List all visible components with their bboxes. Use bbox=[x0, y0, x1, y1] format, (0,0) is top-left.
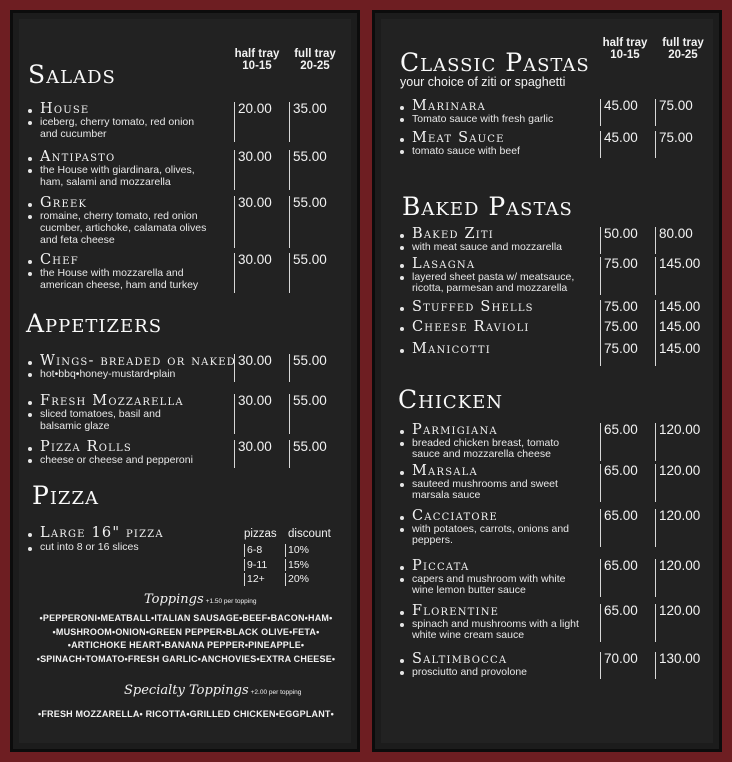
full-tray-price: 120.00 bbox=[655, 604, 700, 642]
item-description: peppers. bbox=[412, 534, 453, 546]
menu-item bbox=[28, 394, 339, 434]
half-tray-price: 75.00 bbox=[600, 257, 638, 295]
full-tray-price: 120.00 bbox=[655, 559, 700, 597]
discount-cell: 10% bbox=[285, 544, 309, 557]
toppings-label bbox=[144, 592, 256, 607]
bullet bbox=[28, 533, 32, 537]
item-description: ham, salami and mozzarella bbox=[40, 176, 171, 188]
half-tray-price: 30.00 bbox=[234, 354, 272, 382]
item-description: tomato sauce with beef bbox=[412, 145, 520, 157]
menu-item bbox=[400, 604, 705, 642]
half-tray-price: 65.00 bbox=[600, 464, 638, 502]
menu-item bbox=[400, 509, 705, 547]
half-tray-price: 30.00 bbox=[234, 253, 272, 293]
half-tray-price: 30.00 bbox=[234, 394, 272, 434]
bullet bbox=[400, 430, 404, 434]
item-description: romaine, cherry tomato, red onion bbox=[40, 210, 198, 222]
item-description: hot•bbq•honey-mustard•plain bbox=[40, 368, 176, 380]
bullet bbox=[400, 138, 404, 142]
item-name: Wings- breaded or naked bbox=[40, 353, 236, 369]
item-name: Marinara bbox=[412, 98, 486, 114]
item-name: Baked Ziti bbox=[412, 226, 494, 242]
full-tray-price: 55.00 bbox=[289, 354, 327, 382]
discount-cell: 20% bbox=[285, 573, 309, 586]
bullet bbox=[400, 578, 404, 582]
bullet bbox=[28, 121, 32, 125]
item-description: with potatoes, carrots, onions and bbox=[412, 523, 570, 535]
bullet bbox=[400, 442, 404, 446]
full-tray-price: 145.00 bbox=[655, 300, 700, 324]
pizza-title: Pizza bbox=[32, 481, 99, 510]
salads-title: Salads bbox=[28, 60, 116, 89]
item-name: Florentine bbox=[412, 603, 500, 619]
menu-item bbox=[28, 102, 339, 142]
bullet bbox=[28, 447, 32, 451]
bullet bbox=[28, 361, 32, 365]
full-tray-price: 80.00 bbox=[655, 227, 693, 254]
menu-item bbox=[400, 342, 705, 358]
menu-item bbox=[400, 131, 705, 158]
specialty-note: +2.00 per topping bbox=[250, 689, 302, 696]
half-tray-label: half tray 10-15 bbox=[234, 48, 280, 72]
menu-item bbox=[400, 464, 705, 502]
menu-item bbox=[28, 196, 339, 248]
full-tray-price: 120.00 bbox=[655, 423, 700, 461]
toppings-line: •SPINACH•TOMATO•FRESH GARLIC•ANCHOVIES•EXTRA CHEESE• bbox=[36, 653, 336, 664]
bullet bbox=[400, 106, 404, 110]
bullet bbox=[400, 611, 404, 615]
item-name: Pizza Rolls bbox=[40, 439, 132, 455]
pizzas-col-header: pizzas bbox=[244, 528, 277, 540]
half-tray-price: 75.00 bbox=[600, 342, 638, 366]
menu-item bbox=[28, 150, 339, 190]
full-tray-price: 55.00 bbox=[289, 253, 327, 293]
item-description: marsala sauce bbox=[412, 489, 481, 501]
half-tray-header-left bbox=[234, 48, 280, 72]
toppings-label-text: Toppings bbox=[144, 592, 204, 607]
full-tray-header-left bbox=[290, 48, 340, 72]
bullet bbox=[400, 327, 404, 331]
menu-item bbox=[400, 257, 705, 295]
item-description: white wine cream sauce bbox=[412, 629, 525, 641]
specialty-label-text: Specialty Toppings bbox=[124, 683, 249, 698]
bullet bbox=[400, 483, 404, 487]
item-name: Cheese Ravioli bbox=[412, 319, 530, 335]
full-tray-price: 130.00 bbox=[655, 652, 700, 679]
bullet bbox=[28, 169, 32, 173]
toppings-line: •PEPPERONI•MEATBALL•ITALIAN SAUSAGE•BEEF•BACON•HAM• bbox=[39, 613, 333, 623]
bullet bbox=[400, 516, 404, 520]
half-tray-header-right bbox=[600, 37, 650, 61]
full-tray-price: 55.00 bbox=[289, 394, 327, 434]
half-tray-price: 45.00 bbox=[600, 131, 638, 158]
bullet bbox=[28, 373, 32, 377]
item-description: cucmber, artichoke, calamata olives bbox=[40, 222, 207, 234]
item-name: Chef bbox=[40, 252, 79, 268]
bullet bbox=[400, 264, 404, 268]
half-tray-price: 65.00 bbox=[600, 509, 638, 547]
bullet bbox=[400, 566, 404, 570]
half-tray-price: 45.00 bbox=[600, 99, 638, 126]
pizza-item-name: Large 16" pizza bbox=[40, 525, 164, 541]
pizza-count-cell: 12+ bbox=[244, 573, 265, 586]
bullet bbox=[28, 109, 32, 113]
item-description: prosciutto and provolone bbox=[412, 666, 527, 678]
item-name: Fresh Mozzarella bbox=[40, 393, 184, 409]
menu-item bbox=[28, 354, 339, 382]
menu-item bbox=[28, 253, 339, 293]
menu-item bbox=[400, 300, 705, 316]
bullet bbox=[28, 215, 32, 219]
discount-col-header: discount bbox=[288, 528, 331, 540]
item-description: Tomato sauce with fresh garlic bbox=[412, 113, 554, 125]
bullet bbox=[400, 150, 404, 154]
bullet bbox=[400, 246, 404, 250]
bullet bbox=[400, 276, 404, 280]
half-tray-price: 75.00 bbox=[600, 300, 638, 324]
half-tray-price: 75.00 bbox=[600, 320, 638, 344]
item-description: and feta cheese bbox=[40, 234, 115, 246]
item-description: spinach and mushrooms with a light bbox=[412, 618, 579, 630]
item-name: Parmigiana bbox=[412, 422, 498, 438]
discount-cell: 15% bbox=[285, 559, 309, 572]
bullet bbox=[400, 623, 404, 627]
full-tray-price: 145.00 bbox=[655, 257, 700, 295]
item-description: sliced tomatoes, basil and bbox=[40, 408, 161, 420]
item-description: with meat sauce and mozzarella bbox=[412, 241, 562, 253]
bullet bbox=[28, 413, 32, 417]
menu-item bbox=[400, 559, 705, 597]
bullet bbox=[400, 118, 404, 122]
bullet bbox=[28, 547, 32, 551]
full-tray-price: 120.00 bbox=[655, 464, 700, 502]
menu-item bbox=[400, 320, 705, 336]
bullet bbox=[400, 234, 404, 238]
half-tray-price: 30.00 bbox=[234, 196, 272, 248]
half-tray-price: 50.00 bbox=[600, 227, 638, 254]
chicken-title: Chicken bbox=[398, 385, 504, 414]
item-description: balsamic glaze bbox=[40, 420, 110, 432]
half-tray-price: 30.00 bbox=[234, 150, 272, 190]
pizza-item-desc: cut into 8 or 16 slices bbox=[40, 541, 139, 553]
half-tray-price: 65.00 bbox=[600, 604, 638, 642]
item-name: Piccata bbox=[412, 558, 470, 574]
full-tray-price: 55.00 bbox=[289, 440, 327, 468]
item-description: sauce and mozzarella cheese bbox=[412, 448, 551, 460]
menu-item bbox=[400, 423, 705, 461]
full-tray-price: 145.00 bbox=[655, 320, 700, 344]
menu-item bbox=[400, 652, 705, 679]
half-tray-price: 65.00 bbox=[600, 559, 638, 597]
full-tray-label: full tray 20-25 bbox=[294, 48, 336, 72]
bullet bbox=[28, 157, 32, 161]
item-description: capers and mushroom with white bbox=[412, 573, 566, 585]
bullet bbox=[400, 307, 404, 311]
full-tray-price: 145.00 bbox=[655, 342, 700, 366]
pizza-count-cell: 9-11 bbox=[244, 559, 267, 572]
full-tray-label: full tray 20-25 bbox=[662, 37, 704, 61]
item-name: Marsala bbox=[412, 463, 478, 479]
full-tray-price: 75.00 bbox=[655, 99, 693, 126]
item-description: layered sheet pasta w/ meatsauce, bbox=[412, 271, 575, 283]
appetizers-title: Appetizers bbox=[26, 309, 163, 338]
item-name: Antipasto bbox=[40, 149, 116, 165]
pizza-item bbox=[28, 526, 228, 560]
bullet bbox=[400, 528, 404, 532]
item-description: wine lemon butter sauce bbox=[412, 584, 526, 596]
item-name: Greek bbox=[40, 195, 88, 211]
toppings-note: +1.50 per topping bbox=[205, 598, 257, 605]
full-tray-price: 120.00 bbox=[655, 509, 700, 547]
item-name: Lasagna bbox=[412, 256, 476, 272]
item-description: breaded chicken breast, tomato bbox=[412, 437, 560, 449]
item-name: Saltimbocca bbox=[412, 651, 508, 667]
full-tray-header-right bbox=[656, 37, 710, 61]
item-description: the House with giardinara, olives, bbox=[40, 164, 195, 176]
classic-pastas-subtitle: your choice of ziti or spaghetti bbox=[400, 75, 566, 89]
menu-item bbox=[400, 227, 705, 254]
bullet bbox=[28, 260, 32, 264]
full-tray-price: 35.00 bbox=[289, 102, 327, 142]
item-name: Manicotti bbox=[412, 341, 491, 357]
specialty-toppings-line: •FRESH MOZZARELLA• RICOTTA•GRILLED CHICKEN•EGGPLANT• bbox=[38, 709, 334, 719]
item-description: american cheese, ham and turkey bbox=[40, 279, 199, 291]
item-description: the House with mozzarella and bbox=[40, 267, 184, 279]
classic-pastas-title: Classic Pastas bbox=[400, 48, 590, 77]
half-tray-label: half tray 10-15 bbox=[602, 37, 648, 61]
item-name: Meat Sauce bbox=[412, 130, 505, 146]
menu-item bbox=[28, 440, 339, 468]
pizza-count-cell: 6-8 bbox=[244, 544, 262, 557]
item-name: Cacciatore bbox=[412, 508, 498, 524]
item-description: and cucumber bbox=[40, 128, 107, 140]
full-tray-price: 75.00 bbox=[655, 131, 693, 158]
half-tray-price: 70.00 bbox=[600, 652, 638, 679]
bullet bbox=[28, 203, 32, 207]
half-tray-price: 65.00 bbox=[600, 423, 638, 461]
item-name: House bbox=[40, 101, 90, 117]
item-description: cheese or cheese and pepperoni bbox=[40, 454, 193, 466]
bullet bbox=[400, 659, 404, 663]
full-tray-price: 55.00 bbox=[289, 196, 327, 248]
bullet bbox=[28, 459, 32, 463]
menu-item bbox=[400, 99, 705, 126]
specialty-toppings-label bbox=[124, 683, 301, 698]
bullet bbox=[400, 471, 404, 475]
toppings-line: •ARTICHOKE HEART•BANANA PEPPER•PINEAPPLE• bbox=[67, 640, 305, 650]
half-tray-price: 30.00 bbox=[234, 440, 272, 468]
item-name: Stuffed Shells bbox=[412, 299, 534, 315]
bullet bbox=[400, 349, 404, 353]
full-tray-price: 55.00 bbox=[289, 150, 327, 190]
item-description: ricotta, parmesan and mozzarella bbox=[412, 282, 568, 294]
baked-pastas-title: Baked Pastas bbox=[402, 192, 573, 221]
item-description: sauteed mushrooms and sweet bbox=[412, 478, 558, 490]
toppings-line: •MUSHROOM•ONION•GREEN PEPPER•BLACK OLIVE•FETA• bbox=[52, 626, 320, 637]
bullet bbox=[28, 401, 32, 405]
bullet bbox=[28, 272, 32, 276]
item-description: iceberg, cherry tomato, red onion bbox=[40, 116, 195, 128]
half-tray-price: 20.00 bbox=[234, 102, 272, 142]
bullet bbox=[400, 671, 404, 675]
